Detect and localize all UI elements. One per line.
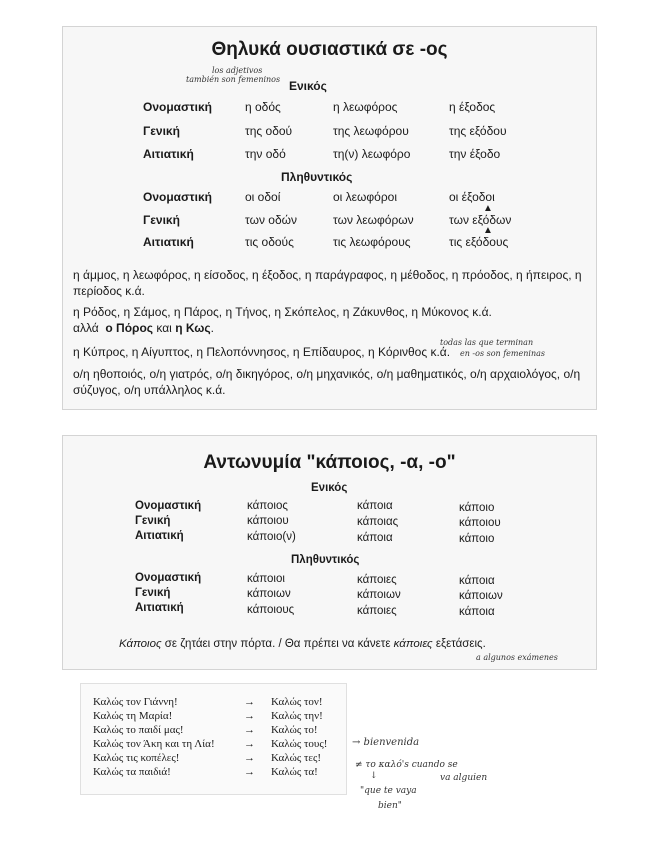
- table-cell: της εξόδου: [449, 124, 507, 138]
- table-cell: της λεωφόρου: [333, 124, 409, 138]
- plural-heading: Πληθυντικός: [281, 170, 353, 184]
- table-cell: κάποιο(ν): [247, 531, 296, 543]
- greetings-card: [80, 683, 347, 795]
- greeting-full: Καλώς τα παιδιά!: [93, 766, 171, 778]
- table-cell: της οδού: [245, 124, 293, 138]
- table-cell: την οδό: [245, 147, 286, 161]
- table-cell: την έξοδο: [449, 147, 501, 161]
- handnote-korinthos-2: en -os son femeninas: [460, 349, 545, 358]
- handnote-adjectives-1: los adjetivos: [212, 66, 263, 75]
- row-label: Αιτιατική: [135, 530, 184, 542]
- table-cell: τις εξόδους: [449, 235, 509, 249]
- table-cell: κάποιος: [247, 500, 288, 512]
- singular-heading: Ενικός: [289, 79, 327, 93]
- table-cell: η έξοδος: [449, 100, 496, 114]
- handnote-que-1: "que te vaya: [360, 786, 417, 796]
- table-cell: οι έξοδοι: [449, 190, 495, 204]
- table-cell: κάποιων: [459, 590, 503, 602]
- table-cell: κάποιας: [357, 516, 399, 528]
- greeting-full: Καλώς τον Γιάννη!: [93, 696, 178, 708]
- table-cell: κάποιοι: [247, 573, 285, 585]
- paragraph-examples: η άμμος, η λεωφόρος, η είσοδος, η έξοδος, η παράγραφος, η μέθοδος, η πρόοδος, η ήπειρος, η περίοδος κ.ά.: [73, 268, 582, 298]
- table-cell: κάποια: [459, 575, 495, 587]
- table-cell: των λεωφόρων: [333, 213, 414, 227]
- table-cell: τις οδούς: [245, 235, 294, 249]
- row-label: Αιτιατική: [143, 147, 194, 161]
- greeting-full: Καλώς τις κοπέλες!: [93, 752, 180, 764]
- row-label: Ονομαστική: [143, 190, 212, 204]
- handnote-kalo-1: ≠ το καλό's cuando se: [355, 760, 458, 770]
- card2-title: Αντωνυμία "κάποιος, -α, -ο": [203, 452, 456, 473]
- table-cell: των εξόδων: [449, 213, 512, 227]
- row-label: Ονομαστική: [135, 500, 202, 512]
- table-cell: κάποιες: [357, 605, 397, 617]
- table-cell: οι οδοί: [245, 190, 281, 204]
- paragraph-islands: η Ρόδος, η Σάμος, η Πάρος, η Τήνος, η Σκόπελος, η Ζάκυνθος, η Μύκονος κ.ά.: [73, 305, 492, 319]
- row-label: Γενική: [135, 587, 171, 599]
- paragraph-exceptions: αλλά ο Πόρος και η Κως.: [73, 321, 214, 335]
- handnote-kalo-2: va alguien: [440, 773, 488, 783]
- table-cell: κάποια: [459, 606, 495, 618]
- row-label: Αιτιατική: [135, 602, 184, 614]
- row-label: Γενική: [143, 124, 180, 138]
- row-label: Γενική: [143, 213, 180, 227]
- arrow-down-icon: ↓: [370, 771, 378, 781]
- row-label: Αιτιατική: [143, 235, 194, 249]
- greeting-short: Καλώς τον!: [271, 696, 323, 708]
- plural-heading: Πληθυντικός: [291, 554, 360, 566]
- handnote-bienvenida: → bienvenida: [352, 737, 420, 748]
- pronoun-card: [62, 435, 597, 670]
- table-cell: τη(ν) λεωφόρο: [333, 147, 411, 161]
- table-cell: κάποιων: [357, 589, 401, 601]
- table-cell: κάποιο: [459, 502, 495, 514]
- table-cell: κάποιους: [247, 604, 295, 616]
- arrow-right-icon: →: [244, 710, 255, 722]
- example-sentence: Κάποιος σε ζητάει στην πόρτα. / Θα πρέπει να κάνετε κάποιες εξετάσεις.: [119, 638, 486, 650]
- arrow-right-icon: →: [244, 724, 255, 736]
- handnote-examenes: a algunos exámenes: [476, 653, 558, 662]
- table-cell: τις λεωφόρους: [333, 235, 411, 249]
- table-cell: η λεωφόρος: [333, 100, 398, 114]
- paragraph-professions: ο/η ηθοποιός, ο/η γιατρός, ο/η δικηγόρος, ο/η μηχανικός, ο/η μαθηματικός, ο/η αρχαιολόγος, ο/η σύζυγος, ο/η υπάλληλος κ.ά.: [73, 367, 581, 397]
- table-cell: κάποιες: [357, 574, 397, 586]
- table-cell: κάποιων: [247, 588, 291, 600]
- table-cell: κάποια: [357, 532, 393, 544]
- caret-up-icon: ▲: [483, 225, 493, 236]
- arrow-right-icon: →: [244, 738, 255, 750]
- table-cell: οι λεωφόροι: [333, 190, 398, 204]
- greeting-full: Καλώς τη Μαρία!: [93, 710, 173, 722]
- row-label: Ονομαστική: [135, 572, 202, 584]
- table-cell: κάποιου: [459, 517, 501, 529]
- greeting-full: Καλώς το παιδί μας!: [93, 724, 184, 736]
- greeting-full: Καλώς τον Άκη και τη Λία!: [93, 738, 215, 750]
- arrow-right-icon: →: [244, 752, 255, 764]
- greeting-short: Καλώς τους!: [271, 738, 328, 750]
- table-cell: κάποιου: [247, 515, 289, 527]
- greeting-short: Καλώς την!: [271, 710, 323, 722]
- row-label: Γενική: [135, 515, 171, 527]
- handnote-korinthos-1: todas las que terminan: [440, 338, 534, 347]
- greeting-short: Καλώς τες!: [271, 752, 322, 764]
- table-cell: κάποιο: [459, 533, 495, 545]
- greeting-short: Καλώς το!: [271, 724, 318, 736]
- arrow-right-icon: →: [244, 766, 255, 778]
- table-cell: κάποια: [357, 500, 393, 512]
- paragraph-places: η Κύπρος, η Αίγυπτος, η Πελοπόννησος, η Επίδαυρος, η Κόρινθος κ.ά.: [73, 345, 451, 359]
- singular-heading: Ενικός: [311, 482, 348, 494]
- greeting-short: Καλώς τα!: [271, 766, 318, 778]
- handnote-adjectives-2: también son femeninos: [186, 75, 281, 84]
- arrow-right-icon: →: [244, 696, 255, 708]
- table-cell: η οδός: [245, 100, 281, 114]
- handnote-que-2: bien": [378, 801, 402, 811]
- caret-up-icon: ▲: [483, 203, 493, 214]
- card1-title: Θηλυκά ουσιαστικά σε -ος: [211, 39, 448, 60]
- row-label: Ονομαστική: [143, 100, 212, 114]
- table-cell: των οδών: [245, 213, 297, 227]
